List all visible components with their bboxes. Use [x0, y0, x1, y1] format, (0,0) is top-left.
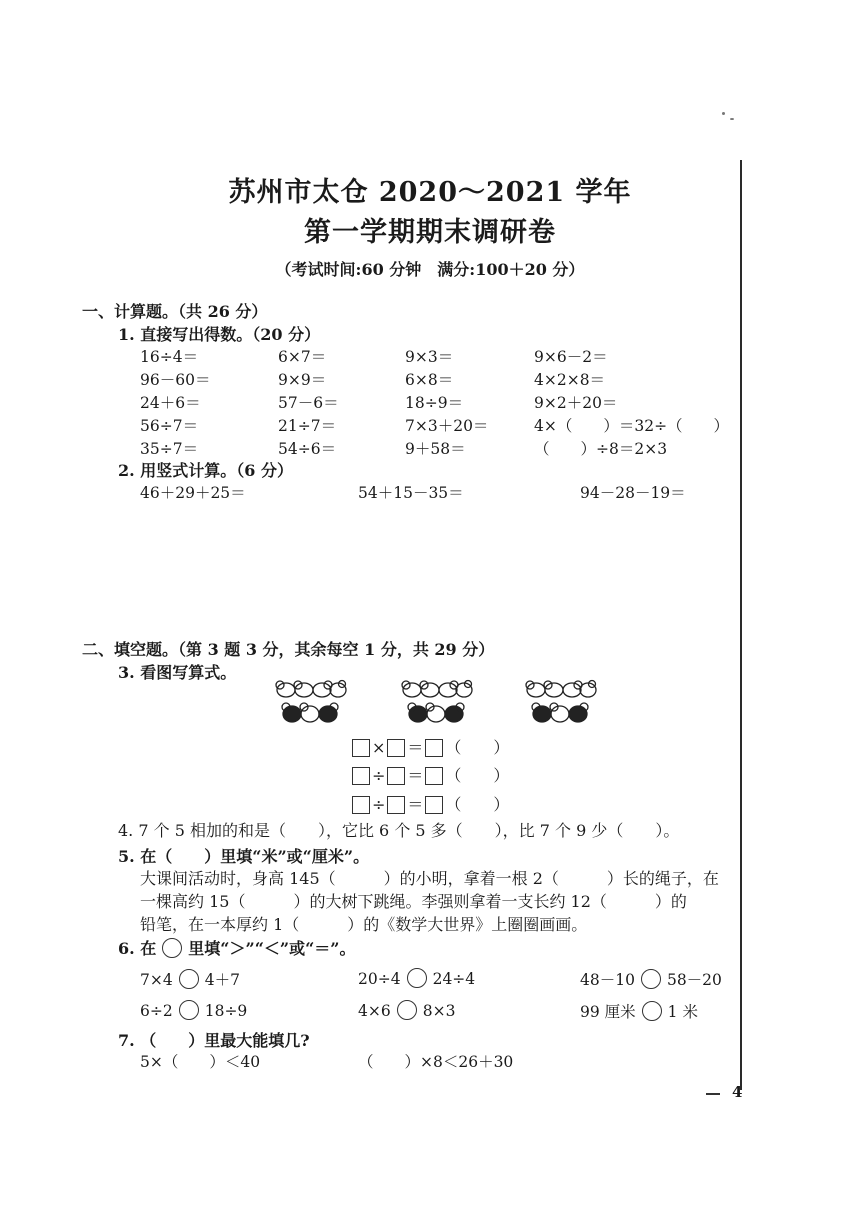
q2-item: 94－28－19＝ [580, 484, 686, 502]
answer-box[interactable] [387, 796, 405, 814]
q3-equation-row: ÷ ＝ （ ） [350, 763, 509, 786]
q6-label: 6. 在 里填“＞”“＜”或“＝”。 [118, 939, 356, 958]
q1-item: 6×7＝ [278, 348, 327, 366]
q6-item: 6÷2 18÷9 [140, 1002, 248, 1020]
q1-item: 9×2＋20＝ [534, 394, 618, 412]
chick-group-picture [398, 676, 474, 728]
q1-item: 6×8＝ [405, 371, 454, 389]
q7-item: 5×（ ）＜40 [140, 1053, 261, 1071]
q3-equation-row: ÷ ＝ （ ） [350, 792, 509, 815]
unit-blank[interactable]: （ ） [445, 738, 510, 757]
scan-speck [730, 118, 734, 120]
answer-box[interactable] [425, 767, 443, 785]
q5-line: 一棵高约 15（ ）的大树下跳绳。李强则拿着一支长约 12（ ）的 [140, 892, 687, 911]
q7-label: 7. （ ）里最大能填几? [118, 1031, 310, 1050]
q1-label: 1. 直接写出得数。（20 分） [118, 325, 321, 344]
q3-label: 3. 看图写算式。 [118, 663, 237, 682]
q2-item: 46＋29＋25＝ [140, 484, 246, 502]
answer-box[interactable] [387, 767, 405, 785]
q1-item: 4×（ ）＝32÷（ ） [534, 417, 730, 435]
q6-item: 99 厘米 1 米 [580, 1003, 698, 1021]
scan-speck [722, 112, 725, 115]
q1-item: 9＋58＝ [405, 440, 466, 458]
answer-box[interactable] [352, 767, 370, 785]
q3-equation-row: × ＝ （ ） [350, 735, 509, 758]
chick-group-picture [272, 676, 348, 728]
compare-circle[interactable] [407, 968, 427, 988]
q1-item: （ ）÷8＝2×3 [534, 440, 668, 458]
section1-heading: 一、计算题。（共 26 分） [82, 302, 268, 321]
q1-item: 18÷9＝ [405, 394, 464, 412]
q1-item: 4×2×8＝ [534, 371, 606, 389]
q5-line: 大课间活动时，身高 145（ ）的小明，拿着一根 2（ ）长的绳子，在 [140, 869, 719, 888]
section2-heading: 二、填空题。（第 3 题 3 分，其余每空 1 分，共 29 分） [82, 640, 495, 659]
page-number-dash [706, 1093, 720, 1095]
compare-circle[interactable] [179, 1000, 199, 1020]
exam-title-line2: 第一学期期末调研卷 [304, 217, 556, 248]
compare-circle[interactable] [179, 969, 199, 989]
compare-circle[interactable] [641, 969, 661, 989]
exam-title-line1: 苏州市太仓 2020～2021 学年 [228, 177, 632, 208]
answer-box[interactable] [352, 739, 370, 757]
chick-group-picture [522, 676, 598, 728]
answer-box[interactable] [387, 739, 405, 757]
q2-label: 2. 用竖式计算。（6 分） [118, 461, 293, 480]
compare-circle[interactable] [397, 1000, 417, 1020]
compare-circle[interactable] [642, 1001, 662, 1021]
q1-item: 16÷4＝ [140, 348, 199, 366]
q1-item: 35÷7＝ [140, 440, 199, 458]
q1-item: 21÷7＝ [278, 417, 337, 435]
q4-text: 4. 7 个 5 相加的和是（ ），它比 6 个 5 多（ ），比 7 个 9 少（ ）。 [118, 821, 680, 840]
q7-item: （ ）×8＜26＋30 [358, 1053, 514, 1071]
unit-blank[interactable]: （ ） [445, 795, 510, 814]
q5-line: 铅笔，在一本厚约 1（ ）的《数学大世界》上圈圈画画。 [140, 915, 588, 934]
exam-subtitle: （考试时间:60 分钟 满分:100＋20 分） [275, 260, 585, 279]
answer-box[interactable] [425, 796, 443, 814]
q1-item: 24＋6＝ [140, 394, 201, 412]
q1-item: 54÷6＝ [278, 440, 337, 458]
q2-item: 54＋15－35＝ [358, 484, 464, 502]
circle-symbol [162, 938, 182, 958]
q1-item: 9×6－2＝ [534, 348, 608, 366]
q6-item: 4×6 8×3 [358, 1002, 456, 1020]
margin-line [740, 160, 742, 1090]
q1-item: 57－6＝ [278, 394, 339, 412]
q1-item: 9×9＝ [278, 371, 327, 389]
q6-item: 20÷4 24÷4 [358, 970, 476, 988]
unit-blank[interactable]: （ ） [445, 766, 510, 785]
answer-box[interactable] [425, 739, 443, 757]
q6-item: 7×4 4＋7 [140, 971, 240, 989]
q1-item: 7×3＋20＝ [405, 417, 489, 435]
q5-label: 5. 在（ ）里填“米”或“厘米”。 [118, 847, 370, 866]
q1-item: 96－60＝ [140, 371, 211, 389]
answer-box[interactable] [352, 796, 370, 814]
q6-item: 48－10 58－20 [580, 971, 722, 989]
page-number: 4 [732, 1083, 743, 1101]
q1-item: 56÷7＝ [140, 417, 199, 435]
q1-item: 9×3＝ [405, 348, 454, 366]
